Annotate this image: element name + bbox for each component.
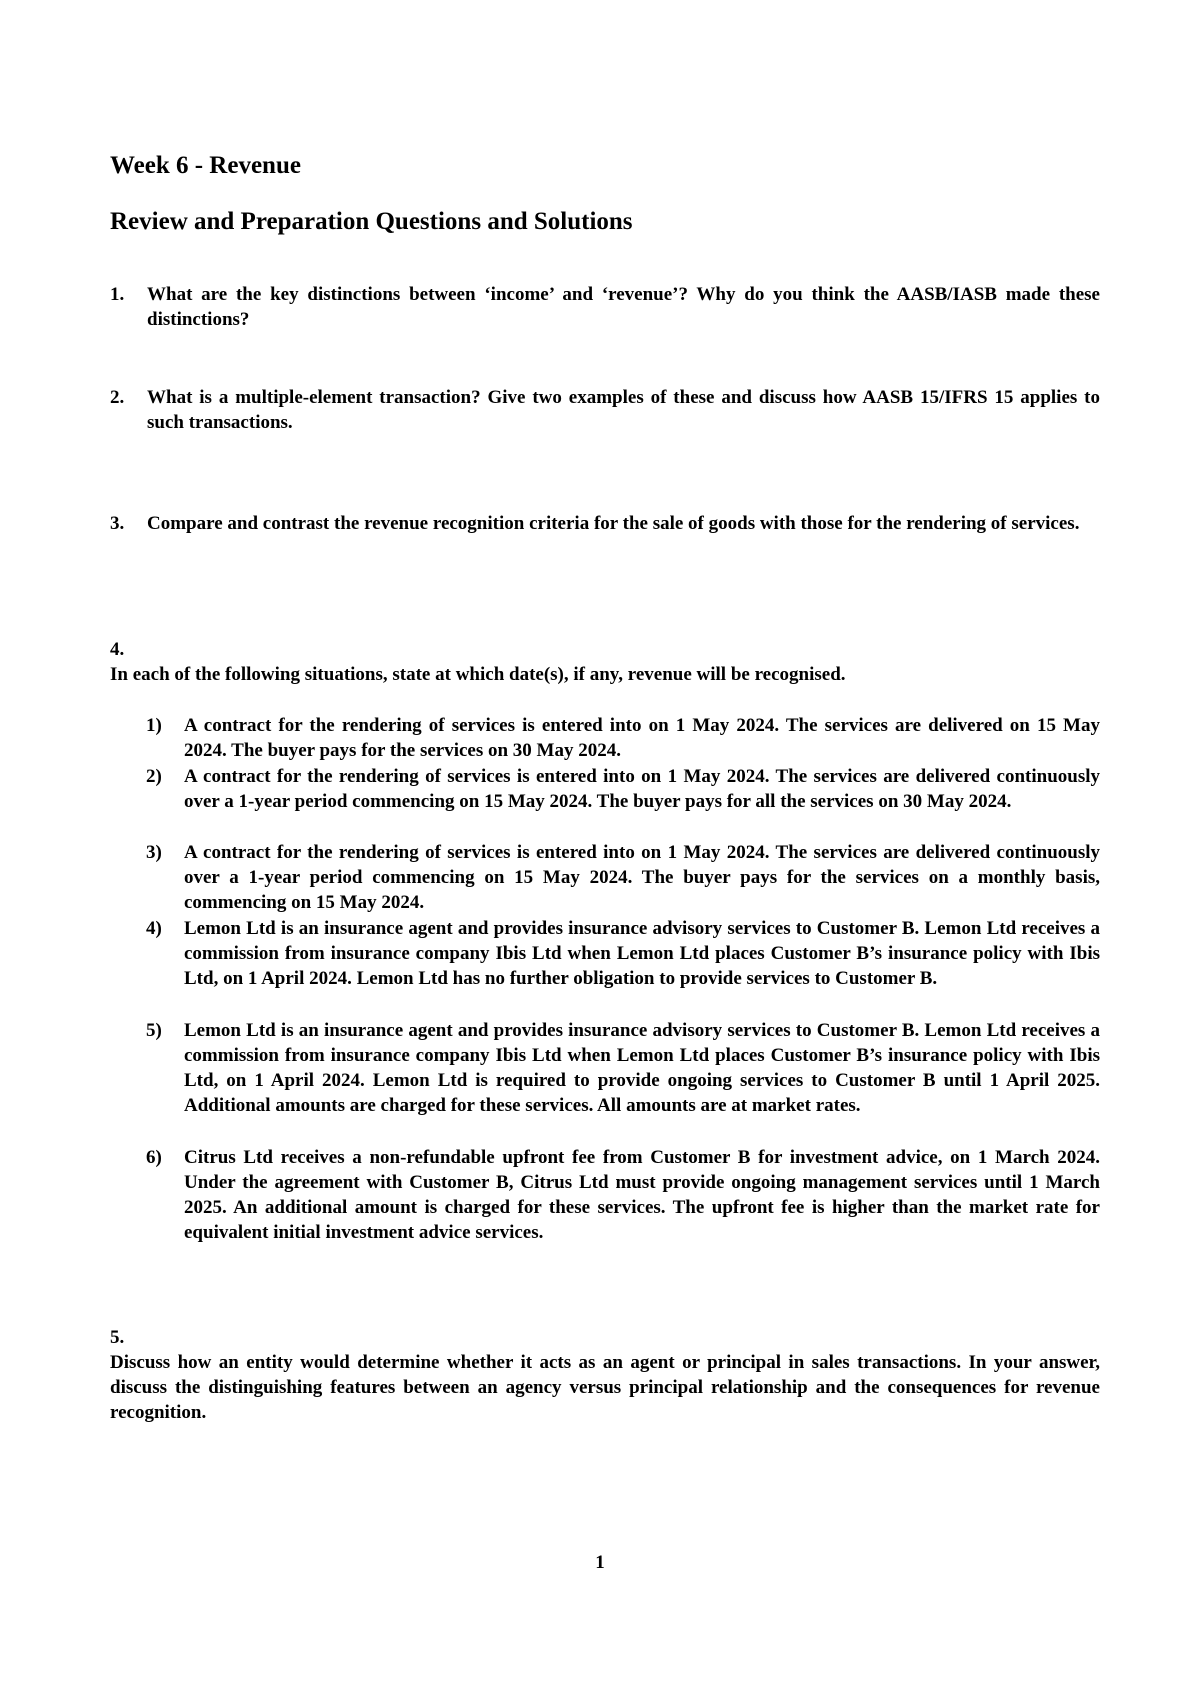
document-subtitle: Review and Preparation Questions and Solutions xyxy=(110,208,633,235)
situation-6 xyxy=(146,1145,1100,1245)
question-number: 2. xyxy=(110,387,125,408)
situation-number: 3) xyxy=(146,842,162,863)
question-3 xyxy=(110,511,1100,536)
situation-number: 6) xyxy=(146,1147,162,1168)
situation-number: 1) xyxy=(146,715,162,736)
question-number: 1. xyxy=(110,284,125,305)
situation-text: Lemon Ltd is an insurance agent and provides insurance advisory services to Customer B. Lemon Ltd receives a commission from insurance company Ibis Ltd when Lemon Ltd places Customer B’s insurance policy with Ibis Ltd, on 1 April 2024. Lemon Ltd is required to provide ongoing services to Customer B until 1 April 2025. Additional amounts are charged for these services. All amounts are at market rates. xyxy=(184,1020,1100,1116)
situation-number: 5) xyxy=(146,1020,162,1041)
question-text: What is a multiple-element transaction? Give two examples of these and discuss how AASB 15/IFRS 15 applies to such transactions. xyxy=(147,387,1100,433)
question-text: Compare and contrast the revenue recognition criteria for the sale of goods with those for the rendering of services. xyxy=(147,513,1080,534)
question-text: In each of the following situations, state at which date(s), if any, revenue will be recognised. xyxy=(110,664,846,685)
question-text: What are the key distinctions between ‘income’ and ‘revenue’? Why do you think the AASB/IASB made these distinctions? xyxy=(147,284,1100,330)
situation-4 xyxy=(146,916,1100,991)
situation-number: 2) xyxy=(146,766,162,787)
situation-2 xyxy=(146,764,1100,814)
question-2 xyxy=(110,385,1100,435)
question-number: 3. xyxy=(110,513,125,534)
question-1 xyxy=(110,282,1100,332)
question-5 xyxy=(110,1325,1100,1425)
situation-5 xyxy=(146,1018,1100,1118)
page-number: 1 xyxy=(595,1552,605,1573)
situation-text: A contract for the rendering of services is entered into on 1 May 2024. The services are delivered continuously over a 1-year period commencing on 15 May 2024. The buyer pays for the services on a monthly basis, commencing on 15 May 2024. xyxy=(184,842,1100,913)
situation-text: Lemon Ltd is an insurance agent and provides insurance advisory services to Customer B. Lemon Ltd receives a commission from insurance company Ibis Ltd when Lemon Ltd places Customer B’s insurance policy with Ibis Ltd, on 1 April 2024. Lemon Ltd has no further obligation to provide services to Customer B. xyxy=(184,918,1100,989)
situation-text: A contract for the rendering of services is entered into on 1 May 2024. The services are delivered continuously over a 1-year period commencing on 15 May 2024. The buyer pays for all the services on 30 May 2024. xyxy=(184,766,1100,812)
situation-number: 4) xyxy=(146,918,162,939)
situation-1 xyxy=(146,713,1100,763)
situation-text: A contract for the rendering of services is entered into on 1 May 2024. The services are delivered on 15 May 2024. The buyer pays for the services on 30 May 2024. xyxy=(184,715,1100,761)
question-number: 4. xyxy=(110,639,125,660)
question-4 xyxy=(110,637,1100,687)
situation-3 xyxy=(146,840,1100,915)
question-number: 5. xyxy=(110,1327,125,1348)
question-text: Discuss how an entity would determine whether it acts as an agent or principal in sales transactions. In your answer, discuss the distinguishing features between an agency versus principal relationship and the consequences for revenue recognition. xyxy=(110,1352,1100,1423)
situation-text: Citrus Ltd receives a non-refundable upfront fee from Customer B for investment advice, on 1 March 2024. Under the agreement with Customer B, Citrus Ltd must provide ongoing management services until 1 March 2025. An additional amount is charged for these services. The upfront fee is higher than the market rate for equivalent initial investment advice services. xyxy=(184,1147,1100,1243)
document-title: Week 6 - Revenue xyxy=(110,152,301,179)
